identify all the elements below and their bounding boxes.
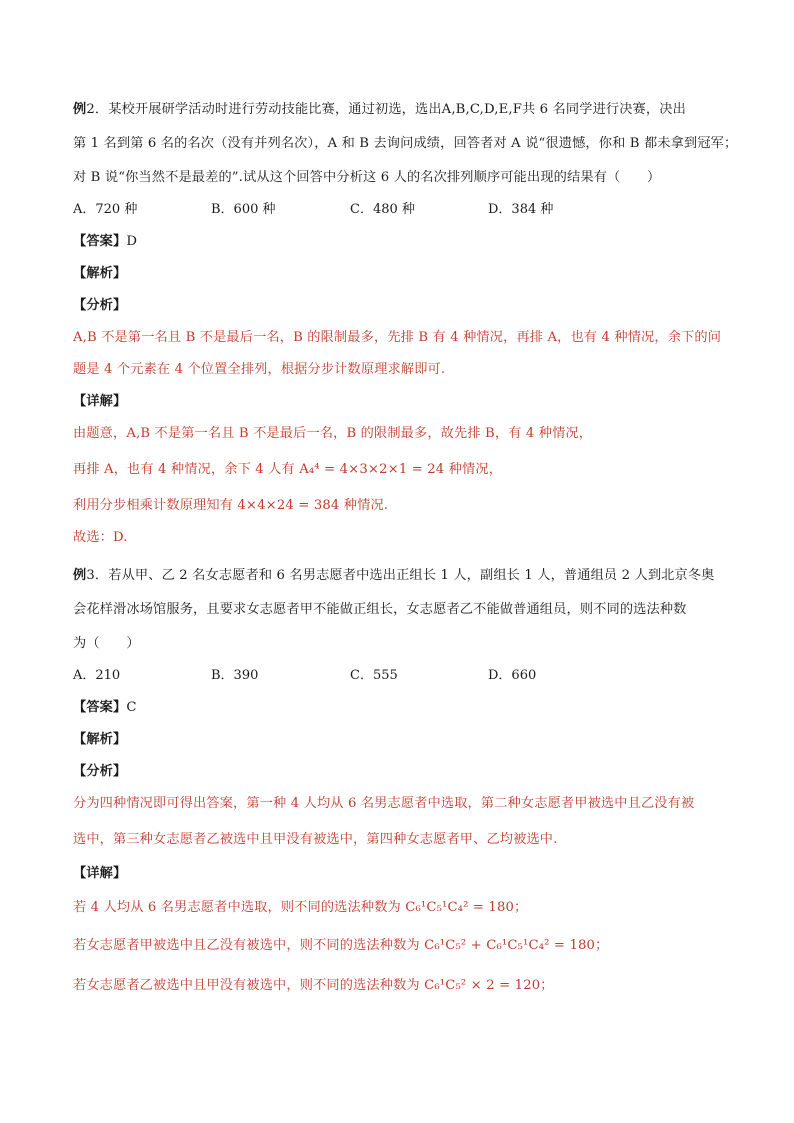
ex2-question-line-3: 对 B 说“你当然不是最差的”.试从这个回答中分析这 6 人的名次排列顺序可能出现的结果有（ ） [73, 170, 661, 185]
ex2-number: 2． [86, 102, 109, 117]
ex2-question-line-1 [73, 100, 686, 120]
ex2-fenxi-line-1: A,B 不是第一名且 B 不是最后一名，B 的限制最多，先排 B 有 4 种情况，再排 A，也有 4 种情况，余下的问 [73, 330, 722, 345]
ex2-question-line-2: 第 1 名到第 6 名的名次（没有并列名次），A 和 B 去询问成绩，回答者对 A 说“很遗憾，你和 B 都未拿到冠军； [73, 136, 738, 151]
ex3-answer-value: C [126, 700, 137, 715]
ex2-fenxi-heading: 【分析】 [73, 298, 127, 313]
ex2-xiangjie-heading: 【详解】 [73, 394, 127, 409]
ex3-question-line-3: 为（ ） [73, 636, 140, 651]
ex3-option-d: D．660 [488, 668, 537, 683]
ex2-label: 例 [73, 102, 87, 117]
ex2-option-c: C．480 种 [350, 202, 415, 217]
ex2-question-text-1: 某校开展研学活动时进行劳动技能比赛，通过初选，选出A,B,C,D,E,F共 6 名同学进行决赛，决出 [108, 102, 686, 117]
ex3-detail-line-3: 若女志愿者乙被选中且甲没有被选中，则不同的选法种数为 C₆¹C₅² × 2 = 120； [73, 978, 554, 993]
ex3-detail-line-2: 若女志愿者甲被选中且乙没有被选中，则不同的选法种数为 C₆¹C₅² + C₆¹C₅¹C₄² = 180； [73, 938, 609, 953]
ex3-jiexi-heading: 【解析】 [73, 732, 127, 747]
ex3-detail-line-1: 若 4 人均从 6 名男志愿者中选取，则不同的选法种数为 C₆¹C₅¹C₄² = 180； [73, 900, 528, 915]
ex3-fenxi-line-2: 选中，第三种女志愿者乙被选中且甲没有被选中，第四种女志愿者甲、乙均被选中. [73, 832, 558, 847]
ex2-jiexi-heading: 【解析】 [73, 266, 127, 281]
ex2-detail-line-1: 由题意，A,B 不是第一名且 B 不是最后一名，B 的限制最多，故先排 B，有 4 种情况， [73, 426, 593, 441]
ex3-option-b: B．390 [211, 668, 259, 683]
ex2-answer-value: D [126, 234, 138, 249]
ex2-answer-label: 【答案】 [73, 234, 127, 249]
ex3-number: 3． [86, 568, 109, 583]
ex2-option-d: D．384 种 [488, 202, 554, 217]
ex2-answer [73, 232, 137, 252]
ex3-option-c: C．555 [350, 668, 398, 683]
ex3-question-line-1 [73, 566, 715, 586]
ex3-question-text-1: 若从甲、乙 2 名女志愿者和 6 名男志愿者中选出正组长 1 人，副组长 1 人，普通组员 2 人到北京冬奥 [108, 568, 715, 583]
ex3-answer [73, 698, 137, 718]
ex2-detail-line-3: 利用分步相乘计数原理知有 4×4×24 = 384 种情况. [73, 498, 389, 513]
ex3-xiangjie-heading: 【详解】 [73, 866, 127, 881]
ex3-label: 例 [73, 568, 87, 583]
ex3-answer-label: 【答案】 [73, 700, 127, 715]
ex2-detail-line-2: 再排 A，也有 4 种情况，余下 4 人有 A₄⁴ = 4×3×2×1 = 24 种情况， [73, 462, 503, 477]
ex3-option-a: A．210 [73, 668, 121, 683]
ex2-fenxi-line-2: 题是 4 个元素在 4 个位置全排列，根据分步计数原理求解即可. [73, 362, 446, 377]
ex3-fenxi-heading: 【分析】 [73, 764, 127, 779]
ex2-detail-line-4: 故选：D. [73, 530, 128, 545]
ex2-option-a: A．720 种 [73, 202, 138, 217]
ex2-option-b: B．600 种 [211, 202, 276, 217]
ex3-question-line-2: 会花样滑冰场馆服务，且要求女志愿者甲不能做正组长，女志愿者乙不能做普通组员，则不同的选法种数 [73, 602, 687, 617]
ex3-fenxi-line-1: 分为四种情况即可得出答案，第一种 4 人均从 6 名男志愿者中选取，第二种女志愿者甲被选中且乙没有被 [73, 796, 695, 811]
